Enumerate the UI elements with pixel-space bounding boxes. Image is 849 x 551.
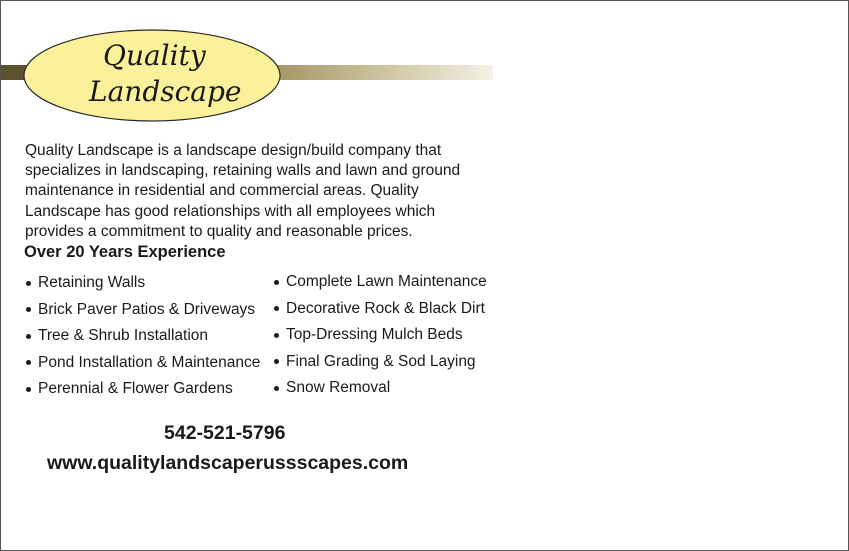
services-list-right [271,269,487,402]
phone-number: 542-521-5796 [164,422,286,444]
service-label: Perennial & Flower Gardens [38,380,233,398]
service-label: Decorative Rock & Black Dirt [286,299,485,317]
list-item [271,269,487,296]
website-url: www.qualitylandscaperussscapes.com [47,452,409,474]
bullet-icon [274,333,279,338]
list-item [23,376,260,403]
service-label: Snow Removal [286,379,391,397]
intro-paragraph: Quality Landscape is a landscape design/build company that specializes in landscaping, retaining walls and lawn and ground maintenance in residential and commercial areas. Quality Landscape has good relationships with all employees which provides a commitment to quality and reasonable prices. [25,142,461,240]
service-label: Pond Installation & Maintenance [38,353,261,371]
service-label: Complete Lawn Maintenance [286,273,487,291]
bullet-icon [26,307,31,312]
logo-oval [23,29,283,122]
service-label: Brick Paver Patios & Driveways [38,300,256,318]
bullet-icon [274,386,279,391]
bullet-icon [26,387,31,392]
logo-line1: Quality [103,39,206,72]
list-item [271,296,487,323]
list-item [271,349,487,376]
service-label: Retaining Walls [38,274,146,292]
bullet-icon [26,281,31,286]
service-label: Top-Dressing Mulch Beds [286,326,463,344]
list-item [23,323,260,350]
bullet-icon [26,334,31,339]
list-item [23,297,260,324]
service-label: Final Grading & Sod Laying [286,352,476,370]
experience-headline: Over 20 Years Experience [24,243,226,261]
list-item [271,322,487,349]
logo-line2: Landscape [89,75,242,108]
list-item [23,270,260,297]
bullet-icon [274,280,279,285]
bullet-icon [274,359,279,364]
bullet-icon [26,360,31,365]
company-logo [23,29,283,122]
service-label: Tree & Shrub Installation [38,327,209,345]
list-item [271,375,487,402]
services-list-left [23,270,260,403]
list-item [23,350,260,377]
bullet-icon [274,306,279,311]
